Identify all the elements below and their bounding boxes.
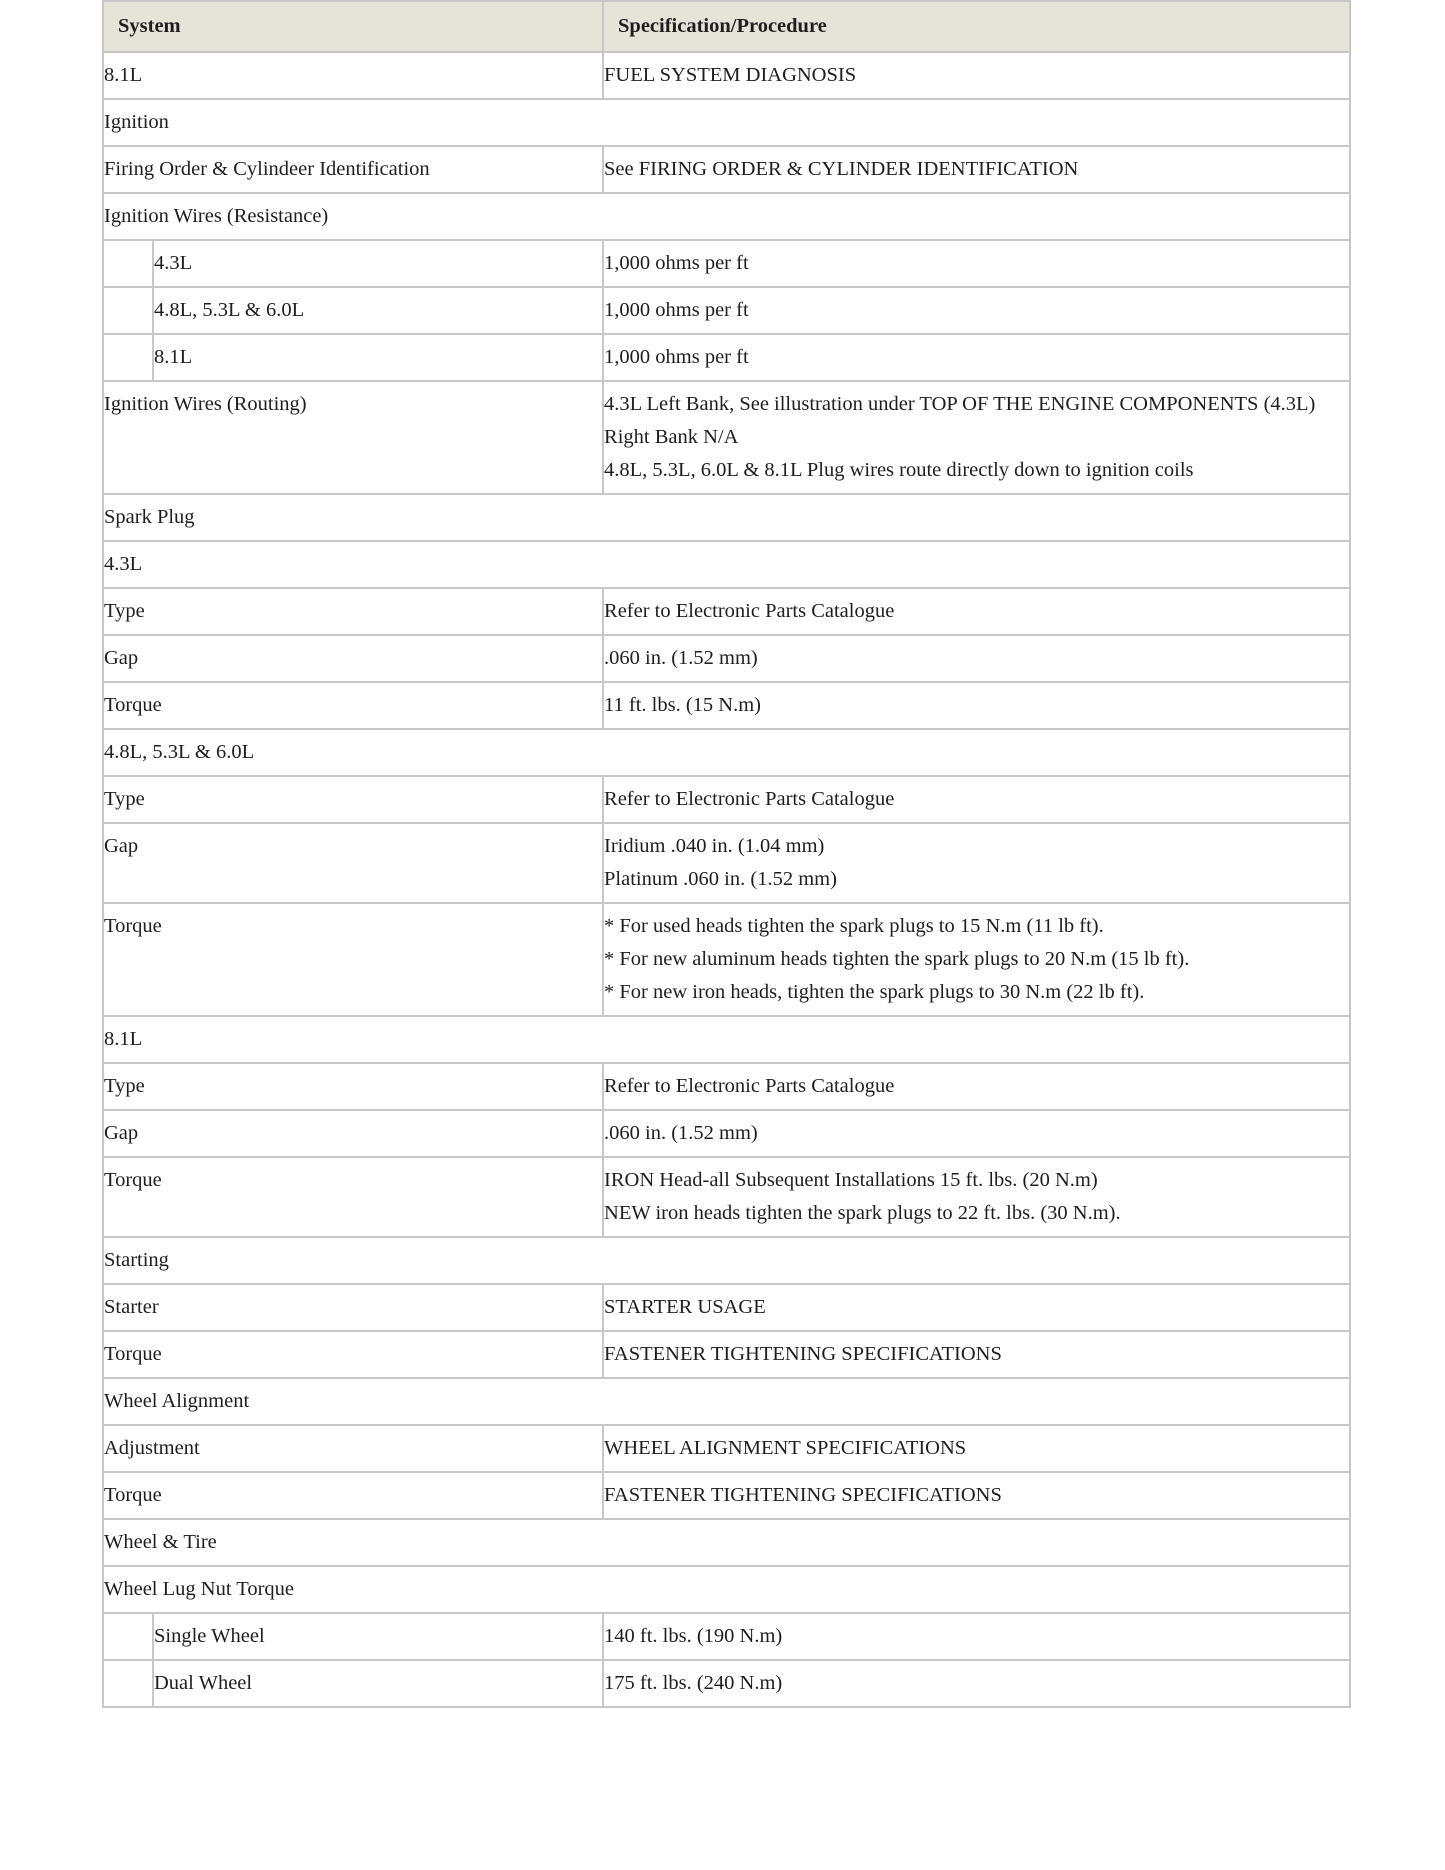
section-label: Wheel Lug Nut Torque: [103, 1566, 1350, 1613]
row-label: Ignition Wires (Routing): [103, 381, 603, 494]
table-row: [103, 903, 1350, 1016]
table-row: [103, 682, 1350, 729]
indent-cell: [103, 240, 153, 287]
row-label: 4.3L: [153, 240, 603, 287]
row-value: STARTER USAGE: [603, 1284, 1350, 1331]
row-value: [603, 823, 1350, 903]
row-value: 140 ft. lbs. (190 N.m): [603, 1613, 1350, 1660]
value-line: NEW iron heads tighten the spark plugs to 22 ft. lbs. (30 N.m).: [604, 1202, 1121, 1224]
table-row: [103, 1157, 1350, 1237]
value-line: 4.8L, 5.3L, 6.0L & 8.1L Plug wires route directly down to ignition coils: [604, 459, 1194, 481]
value-line: * For used heads tighten the spark plugs to 15 N.m (11 lb ft).: [604, 915, 1104, 937]
row-value: WHEEL ALIGNMENT SPECIFICATIONS: [603, 1425, 1350, 1472]
row-value: Refer to Electronic Parts Catalogue: [603, 588, 1350, 635]
section-label: 8.1L: [103, 1016, 1350, 1063]
row-value: 1,000 ohms per ft: [603, 287, 1350, 334]
row-value: Refer to Electronic Parts Catalogue: [603, 1063, 1350, 1110]
table-row: [103, 1425, 1350, 1472]
section-label: 4.3L: [103, 541, 1350, 588]
row-label: Starter: [103, 1284, 603, 1331]
value-line: Right Bank N/A: [604, 426, 739, 448]
row-label: Adjustment: [103, 1425, 603, 1472]
row-value: .060 in. (1.52 mm): [603, 635, 1350, 682]
row-value: 11 ft. lbs. (15 N.m): [603, 682, 1350, 729]
section-row: [103, 1237, 1350, 1284]
row-value: FUEL SYSTEM DIAGNOSIS: [603, 52, 1350, 99]
value-line: IRON Head-all Subsequent Installations 15 ft. lbs. (20 N.m): [604, 1169, 1098, 1191]
row-value: .060 in. (1.52 mm): [603, 1110, 1350, 1157]
row-label: Torque: [103, 903, 603, 1016]
value-line: * For new aluminum heads tighten the spark plugs to 20 N.m (15 lb ft).: [604, 948, 1190, 970]
table-row: [103, 1110, 1350, 1157]
row-label: Dual Wheel: [153, 1660, 603, 1707]
table-row: [103, 823, 1350, 903]
section-label: Wheel Alignment: [103, 1378, 1350, 1425]
table-row: [103, 1660, 1350, 1707]
section-row: [103, 1566, 1350, 1613]
table-row: [103, 381, 1350, 494]
table-row: [103, 776, 1350, 823]
row-value: 1,000 ohms per ft: [603, 334, 1350, 381]
row-label: Torque: [103, 682, 603, 729]
value-line: 4.3L Left Bank, See illustration under TOP OF THE ENGINE COMPONENTS (4.3L): [604, 393, 1316, 415]
row-label: 8.1L: [153, 334, 603, 381]
row-label: Type: [103, 776, 603, 823]
row-label: 8.1L: [103, 52, 603, 99]
row-value: See FIRING ORDER & CYLINDER IDENTIFICATION: [603, 146, 1350, 193]
table-header-row: [103, 1, 1350, 52]
indent-cell: [103, 287, 153, 334]
section-row: [103, 99, 1350, 146]
table-row: [103, 1331, 1350, 1378]
section-label: 4.8L, 5.3L & 6.0L: [103, 729, 1350, 776]
section-label: Wheel & Tire: [103, 1519, 1350, 1566]
section-label: Ignition: [103, 99, 1350, 146]
table-row: [103, 1613, 1350, 1660]
table-row: [103, 240, 1350, 287]
section-row: [103, 729, 1350, 776]
section-row: [103, 494, 1350, 541]
row-label: 4.8L, 5.3L & 6.0L: [153, 287, 603, 334]
section-label: Ignition Wires (Resistance): [103, 193, 1350, 240]
row-label: Gap: [103, 635, 603, 682]
row-value: 1,000 ohms per ft: [603, 240, 1350, 287]
section-row: [103, 1519, 1350, 1566]
section-row: [103, 1378, 1350, 1425]
header-system: System: [103, 1, 603, 52]
row-value: 175 ft. lbs. (240 N.m): [603, 1660, 1350, 1707]
section-row: [103, 193, 1350, 240]
indent-cell: [103, 1613, 153, 1660]
row-value: [603, 1157, 1350, 1237]
section-row: [103, 1016, 1350, 1063]
row-label: Single Wheel: [153, 1613, 603, 1660]
table-row: [103, 1472, 1350, 1519]
section-label: Spark Plug: [103, 494, 1350, 541]
table-row: [103, 334, 1350, 381]
table-row: [103, 588, 1350, 635]
row-label: Gap: [103, 823, 603, 903]
row-label: Type: [103, 1063, 603, 1110]
row-label: Torque: [103, 1157, 603, 1237]
table-row: [103, 52, 1350, 99]
row-value: FASTENER TIGHTENING SPECIFICATIONS: [603, 1331, 1350, 1378]
row-value: FASTENER TIGHTENING SPECIFICATIONS: [603, 1472, 1350, 1519]
row-label: Firing Order & Cylindeer Identification: [103, 146, 603, 193]
table-row: [103, 635, 1350, 682]
row-value: [603, 903, 1350, 1016]
value-line: * For new iron heads, tighten the spark plugs to 30 N.m (22 lb ft).: [604, 981, 1145, 1003]
row-value: [603, 381, 1350, 494]
table-row: [103, 1063, 1350, 1110]
section-label: Starting: [103, 1237, 1350, 1284]
table-row: [103, 1284, 1350, 1331]
table-row: [103, 146, 1350, 193]
row-value: Refer to Electronic Parts Catalogue: [603, 776, 1350, 823]
value-line: Iridium .040 in. (1.04 mm): [604, 835, 825, 857]
table-row: [103, 287, 1350, 334]
row-label: Gap: [103, 1110, 603, 1157]
spec-table: [102, 0, 1351, 1708]
row-label: Torque: [103, 1472, 603, 1519]
indent-cell: [103, 1660, 153, 1707]
value-line: Platinum .060 in. (1.52 mm): [604, 868, 837, 890]
row-label: Type: [103, 588, 603, 635]
section-row: [103, 541, 1350, 588]
indent-cell: [103, 334, 153, 381]
row-label: Torque: [103, 1331, 603, 1378]
header-spec: Specification/Procedure: [603, 1, 1350, 52]
